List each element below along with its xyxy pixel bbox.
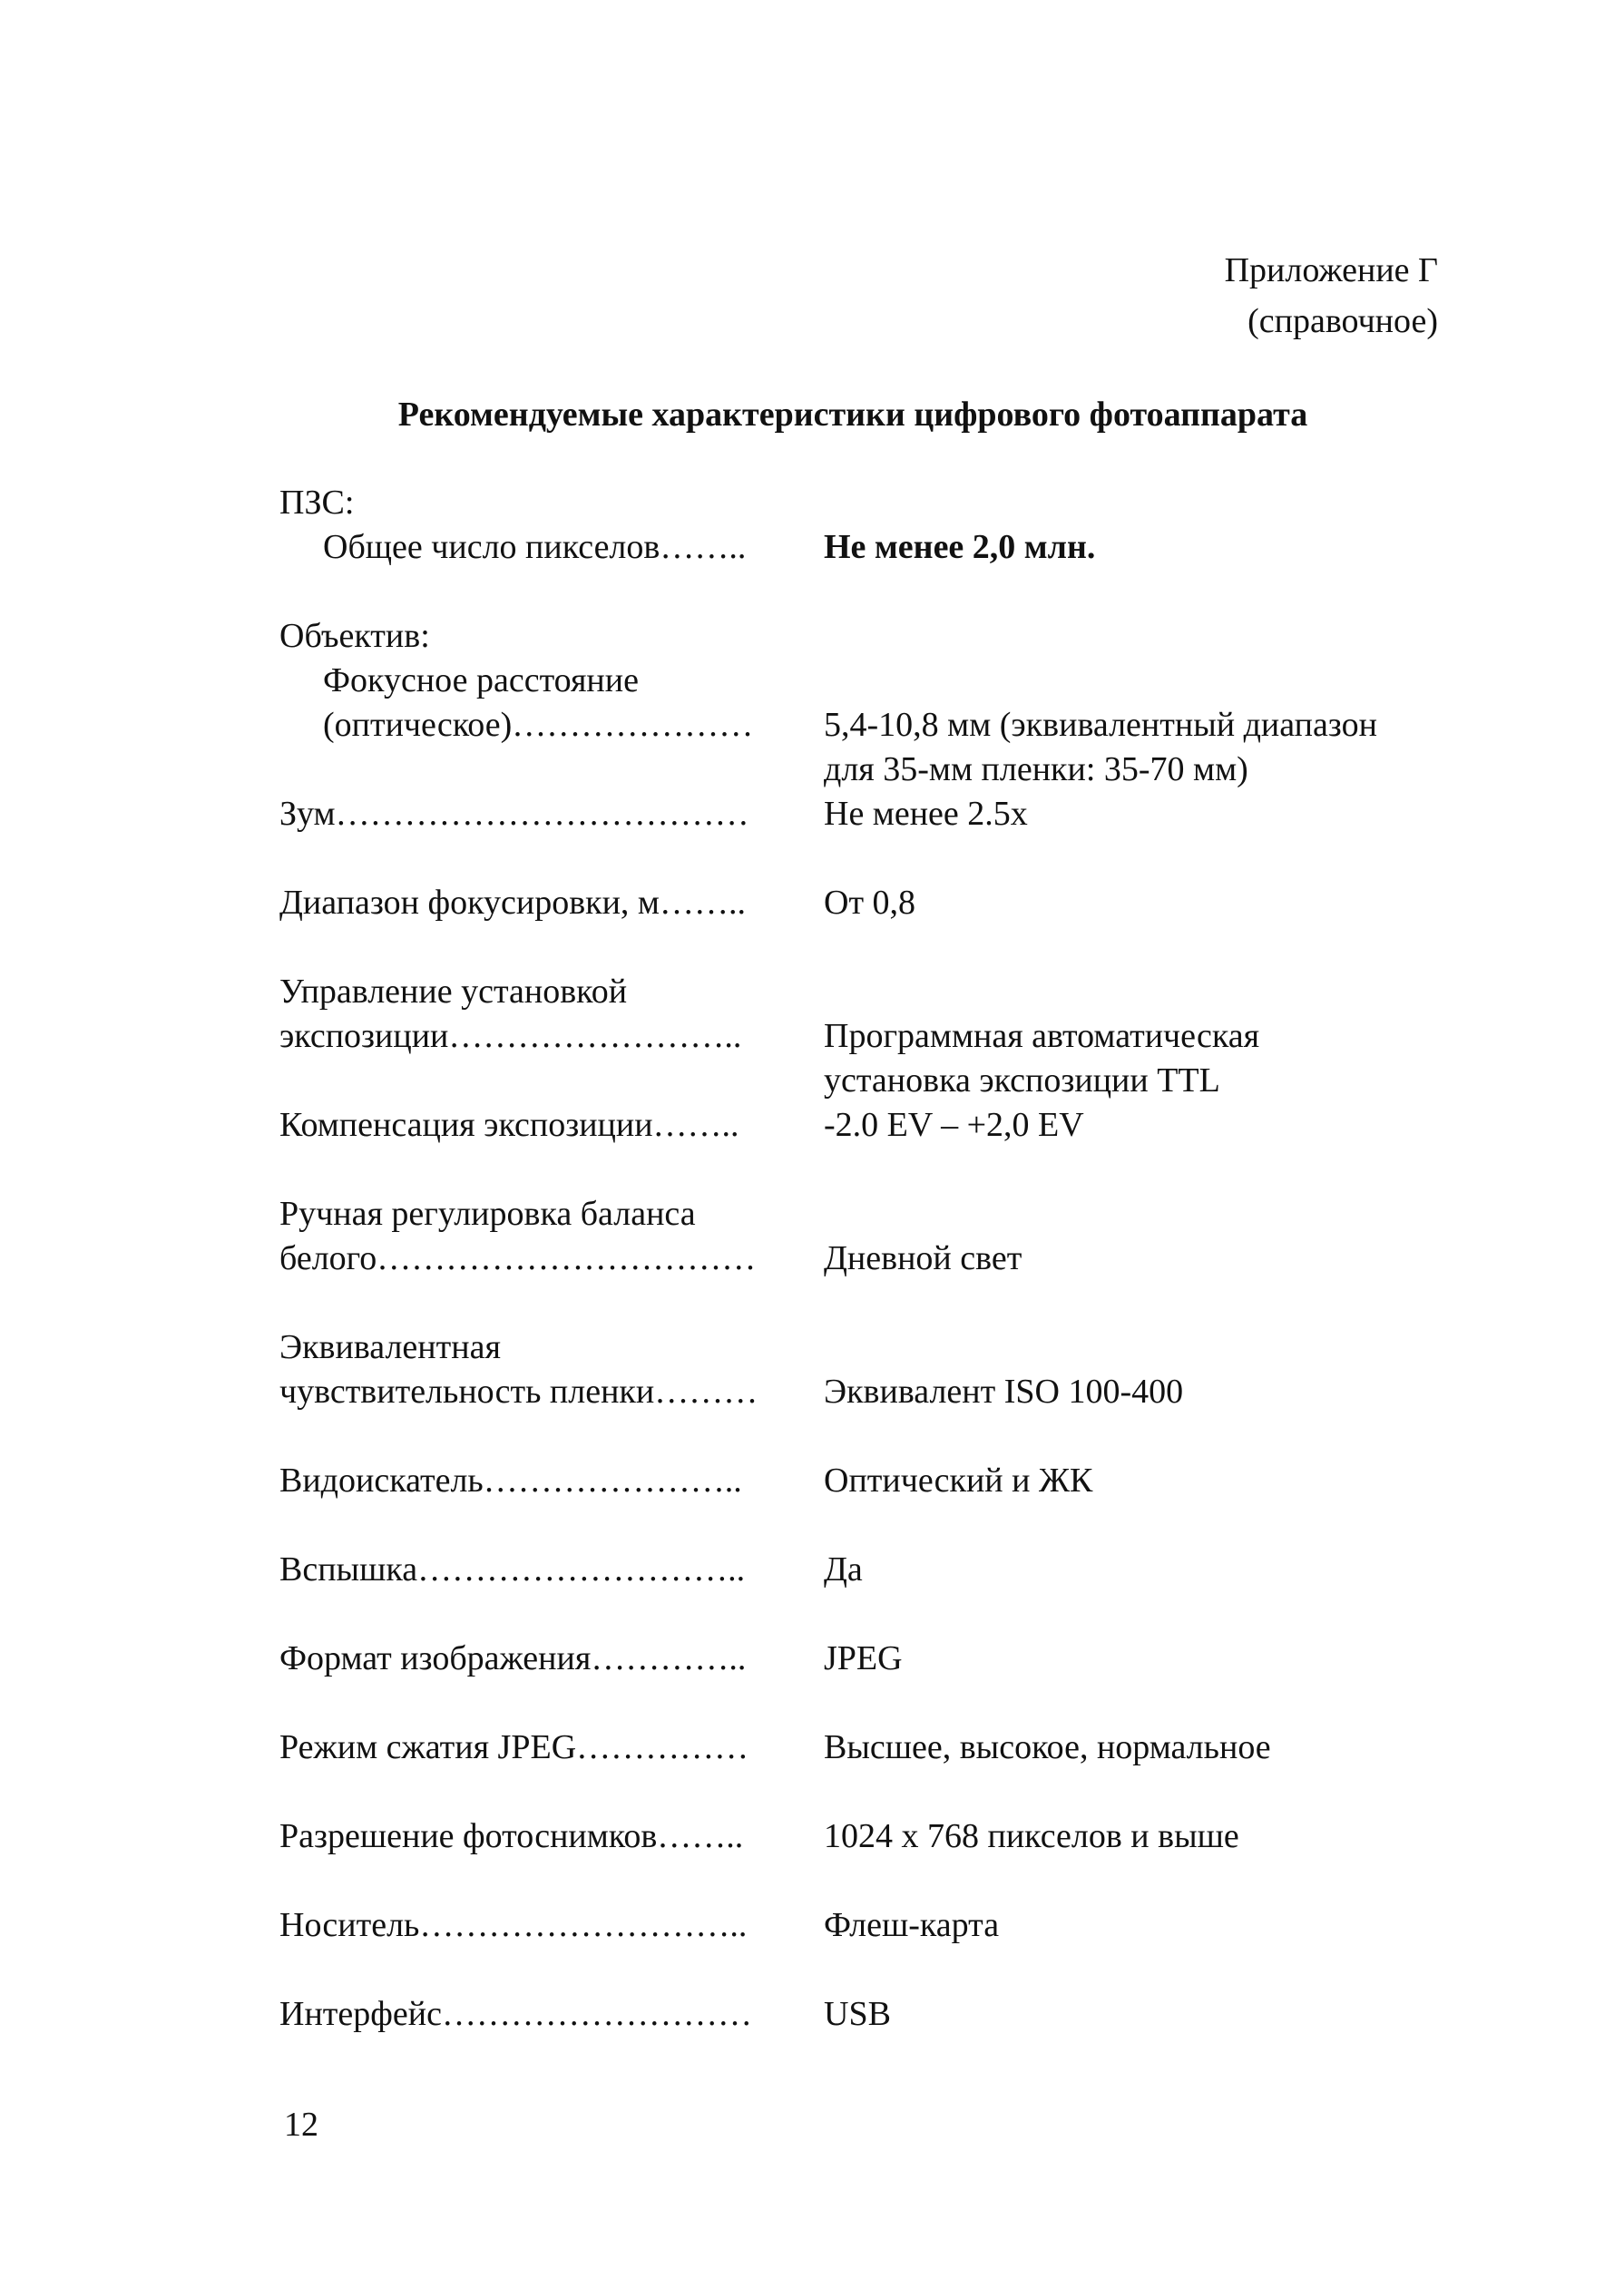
spec-label: Носитель……………………….. [279, 1906, 748, 1944]
group-subheading: Фокусное расстояние [323, 661, 639, 699]
group-heading: ПЗС: [279, 484, 355, 522]
spec-row [279, 1548, 1459, 1592]
spec-row [279, 1637, 1459, 1681]
group-heading: Эквивалентная [279, 1328, 501, 1366]
spec-group-white-balance [279, 1192, 1459, 1281]
group-heading: Объектив: [279, 617, 430, 655]
spec-value: 1024 х 768 пикселов и выше [824, 1817, 1239, 1855]
spec-group-lens [279, 614, 1459, 792]
spec-label: (оптическое)………………… [323, 706, 754, 744]
spec-group-exposure [279, 970, 1459, 1103]
spec-label: Вспышка……………………….. [279, 1550, 746, 1589]
spec-label: Диапазон фокусировки, м…….. [279, 884, 746, 922]
spec-value-line: для 35-мм пленки: 35-70 мм) [824, 750, 1248, 788]
spec-value: Не менее 2,0 млн. [824, 528, 1096, 566]
spec-value: Эквивалент ISO 100-400 [824, 1373, 1184, 1411]
spec-label: чувствительность пленки……… [279, 1373, 758, 1411]
spec-label: Интерфейс……………………… [279, 1995, 752, 2033]
appendix-heading [1225, 245, 1438, 347]
document-title: Рекомендуемые характеристики цифрового фотоаппарата [397, 396, 1308, 434]
group-heading: Управление установкой [279, 973, 628, 1011]
page-number: 12 [284, 2106, 318, 2144]
spec-row [279, 1814, 1459, 1859]
spec-list [279, 481, 1459, 2037]
spec-row [279, 1370, 1459, 1414]
spec-row [279, 1726, 1459, 1770]
spec-group-iso [279, 1325, 1459, 1414]
spec-value: Оптический и ЖК [824, 1462, 1093, 1500]
spec-label: Компенсация экспозиции…….. [279, 1106, 739, 1144]
spec-row [279, 881, 1459, 925]
spec-row [279, 1992, 1459, 2037]
spec-value: Дневной свет [824, 1239, 1022, 1277]
spec-group-ccd [279, 481, 1459, 570]
spec-row [279, 1459, 1459, 1503]
spec-value: От 0,8 [824, 884, 916, 922]
spec-value: Высшее, высокое, нормальное [824, 1728, 1271, 1766]
spec-value: Да [824, 1550, 863, 1589]
spec-value-line: 5,4-10,8 мм (эквивалентный диапазон [824, 706, 1377, 744]
spec-label: Формат изображения………….. [279, 1639, 747, 1677]
spec-row [279, 1237, 1459, 1281]
spec-row [279, 703, 1459, 792]
spec-value: -2.0 EV – +2,0 EV [824, 1106, 1084, 1144]
spec-row [279, 1903, 1459, 1948]
spec-value [824, 1014, 1459, 1103]
spec-label: белого…………………………… [279, 1239, 757, 1277]
spec-value: Флеш-карта [824, 1906, 1000, 1944]
appendix-label: Приложение Г [1224, 251, 1438, 289]
spec-label: Режим сжатия JPEG…………… [279, 1728, 749, 1766]
spec-label: Общее число пикселов…….. [323, 528, 747, 566]
spec-label: Разрешение фотоснимков…….. [279, 1817, 744, 1855]
spec-value-line: Программная автоматическая [824, 1017, 1260, 1055]
spec-row [279, 1014, 1459, 1103]
spec-row [279, 525, 1459, 570]
spec-value-line: установка экспозиции TTL [824, 1061, 1220, 1100]
spec-value [824, 703, 1459, 792]
spec-label: экспозиции…………………….. [279, 1017, 742, 1055]
spec-label: Зум……………………………… [279, 795, 749, 833]
spec-value: USB [824, 1995, 891, 2033]
spec-row [279, 792, 1459, 836]
appendix-type: (справочное) [1247, 302, 1438, 340]
group-heading: Ручная регулировка баланса [279, 1195, 696, 1233]
spec-value: Не менее 2.5х [824, 795, 1028, 833]
spec-label: Видоискатель………………….. [279, 1462, 742, 1500]
spec-row [279, 1103, 1459, 1148]
spec-value: JPEG [824, 1639, 903, 1677]
